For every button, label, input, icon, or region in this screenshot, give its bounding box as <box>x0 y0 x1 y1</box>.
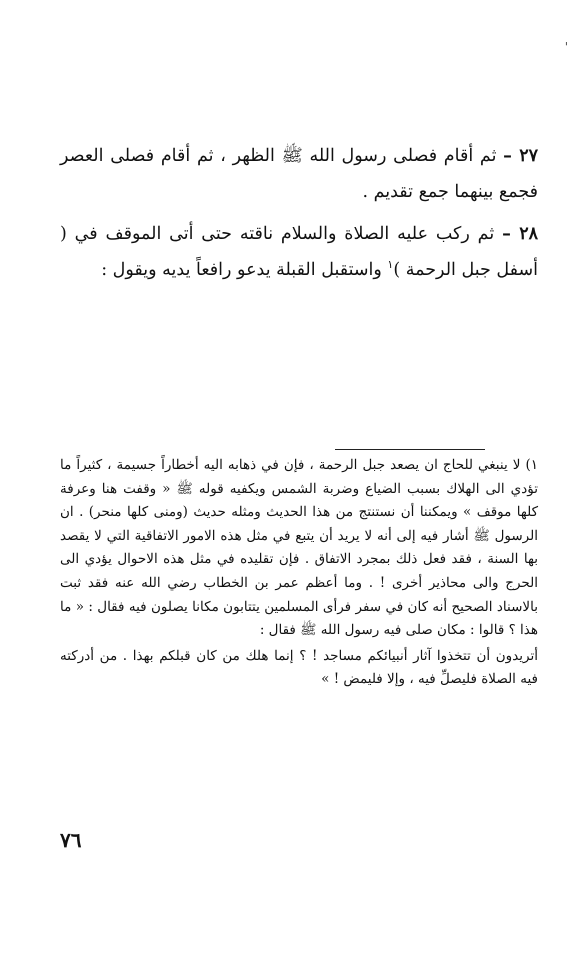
main-text <box>60 138 538 294</box>
footnote <box>60 454 538 692</box>
paragraph-27 <box>60 138 538 210</box>
paragraph-number: ٢٨ – <box>502 224 539 244</box>
top-edge-mark: ' <box>564 40 568 54</box>
paragraph-number: ٢٧ – <box>503 146 538 166</box>
paragraph-text: ثم أقام فصلى رسول الله ﷺ الظهر ، ثم أقام فصلى العصر فجمع بينهما جمع تقديم . <box>60 146 538 202</box>
footnote-divider <box>335 449 485 450</box>
paragraph-28 <box>60 216 538 288</box>
footnote-reference: ١ <box>387 258 394 272</box>
paragraph-text-continued: واستقبل القبلة يدعو رافعاً يديه ويقول : <box>101 260 388 280</box>
paragraph-text: ثم ركب عليه الصلاة والسلام ناقته حتى أتى الموقف في ( أسفل جبل الرحمة ) <box>60 224 538 280</box>
page-number: ٧٦ <box>60 828 82 852</box>
footnote-paragraph: ١) لا ينبغي للحاج ان يصعد جبل الرحمة ، فإن في ذهابه اليه أخطاراً جسيمة ، كثيراً ما تؤدي الى الهلاك بسبب الضياع وضربة الشمس ويكفيه قوله ﷺ « وقفت هنا وعرفة كلها موقف » ويمكننا أن نستنتج من هذا الحديث ومثله حديث (ومنى كلها منحر) . ان الرسول ﷺ أشار فيه إلى أنه لا يريد أن يتبع في مثل هذه الامور الاتفاقية التي لا يقصد بها السنة ، فقد فعل ذلك بمجرد الاتفاق . فإن تقليده في مثل هذه الاحوال يؤدي الى الحرج والى محاذير أخرى ! . وما أعظم عمر بن الخطاب رضي الله عنه فقد ثبت بالاسناد الصحيح أنه كان في سفر فرأى المسلمين يتتابون مكانا يصلون فيه فقال : « ما هذا ؟ قالوا : مكان صلى فيه رسول الله ﷺ فقال : <box>60 457 538 639</box>
footnote-quote: أتريدون أن تتخذوا آثار أنبيائكم مساجد ! ؟ إنما هلك من كان قبلكم بهذا . من أدركته فيه الصلاة فليصلِّ فيه ، وإلا فليمض ! » <box>60 647 538 688</box>
